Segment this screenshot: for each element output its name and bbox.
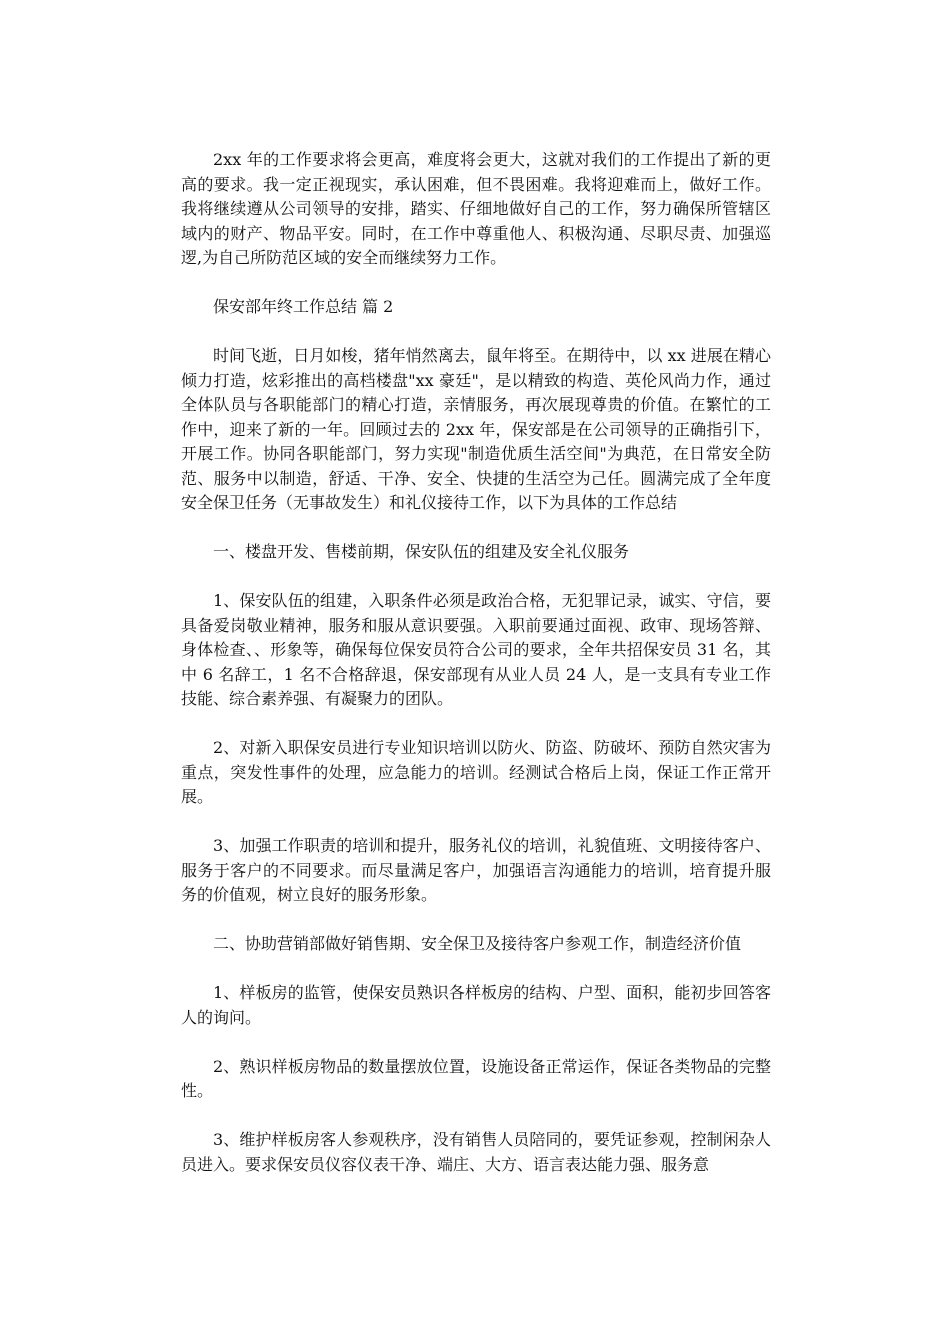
paragraph-showroom-supervision: 1、样板房的监管，使保安员熟识各样板房的结构、户型、面积，能初步回答客人的询问。 [181, 983, 771, 1027]
paragraph-visit-order: 3、维护样板房客人参观秩序，没有销售人员陪同的，要凭证参观，控制闲杂人员进入。要求保安员仪容仪表干净、端庄、大方、语言表达能力强、服务意 [181, 1130, 771, 1174]
paragraph-service-etiquette: 3、加强工作职责的培训和提升，服务礼仪的培训，礼貌值班、文明接待客户、服务于客户的不同要求。而尽量满足客户，加强语言沟通能力的培训，培育提升服务的价值观，树立良好的服务形象。 [181, 836, 771, 904]
paragraph-team-building: 1、保安队伍的组建，入职条件必须是政治合格，无犯罪记录，诚实、守信，要具备爱岗敬业精神，服务和服从意识要强。入职前要通过面视、政审、现场答辩、身体检查、、形象等，确保每位保安员符合公司的要求，全年共招保安员 31 名，其中 6 名辞工，1 名不合格辞退，保安部现有从业人员 24 人，是一支具有专业工作技能、综合素养强、有凝聚力的团队。 [181, 591, 771, 708]
heading-section-two: 二、协助营销部做好销售期、安全保卫及接待客户参观工作，制造经济价值 [213, 934, 742, 953]
paragraph-introduction: 时间飞逝，日月如梭，猪年悄然离去，鼠年将至。在期待中，以 xx 进展在精心倾力打造，炫彩推出的高档楼盘"xx 豪廷"，是以精致的构造、英伦风尚力作，通过全体队员与各职能部门的精心打造，亲情服务，再次展现尊贵的价值。在繁忙的工作中，迎来了新的一年。回顾过去的 2xx 年，保安部是在公司领导的正确指引下，开展工作。协同各职能部门，努力实现"制造优质生活空间"为典范，在日常安全防范、服务中以制造，舒适、干净、安全、快捷的生活空为己任。圆满完成了全年度安全保卫任务（无事故发生）和礼仪接待工作，以下为具体的工作总结 [181, 346, 771, 512]
paragraph-training: 2、对新入职保安员进行专业知识培训以防火、防盗、防破坏、预防自然灾害为重点，突发性事件的处理，应急能力的培训。经测试合格后上岗，保证工作正常开展。 [181, 738, 771, 806]
paragraph-work-requirements: 2xx 年的工作要求将会更高，难度将会更大，这就对我们的工作提出了新的更高的要求。我一定正视现实，承认困难，但不畏困难。我将迎难而上，做好工作。我将继续遵从公司领导的安排，踏实、仔细地做好自己的工作，努力确保所管辖区域内的财产、物品平安。同时，在工作中尊重他人、积极沟通、尽职尽责、加强巡逻,为自己所防范区域的安全而继续努力工作。 [181, 150, 771, 267]
section-title: 保安部年终工作总结 篇 2 [213, 297, 394, 316]
heading-section-one: 一、楼盘开发、售楼前期，保安队伍的组建及安全礼仪服务 [213, 542, 630, 561]
paragraph-showroom-items: 2、熟识样板房物品的数量摆放位置，设施设备正常运作，保证各类物品的完整性。 [181, 1056, 771, 1100]
document-body [181, 148, 771, 1202]
